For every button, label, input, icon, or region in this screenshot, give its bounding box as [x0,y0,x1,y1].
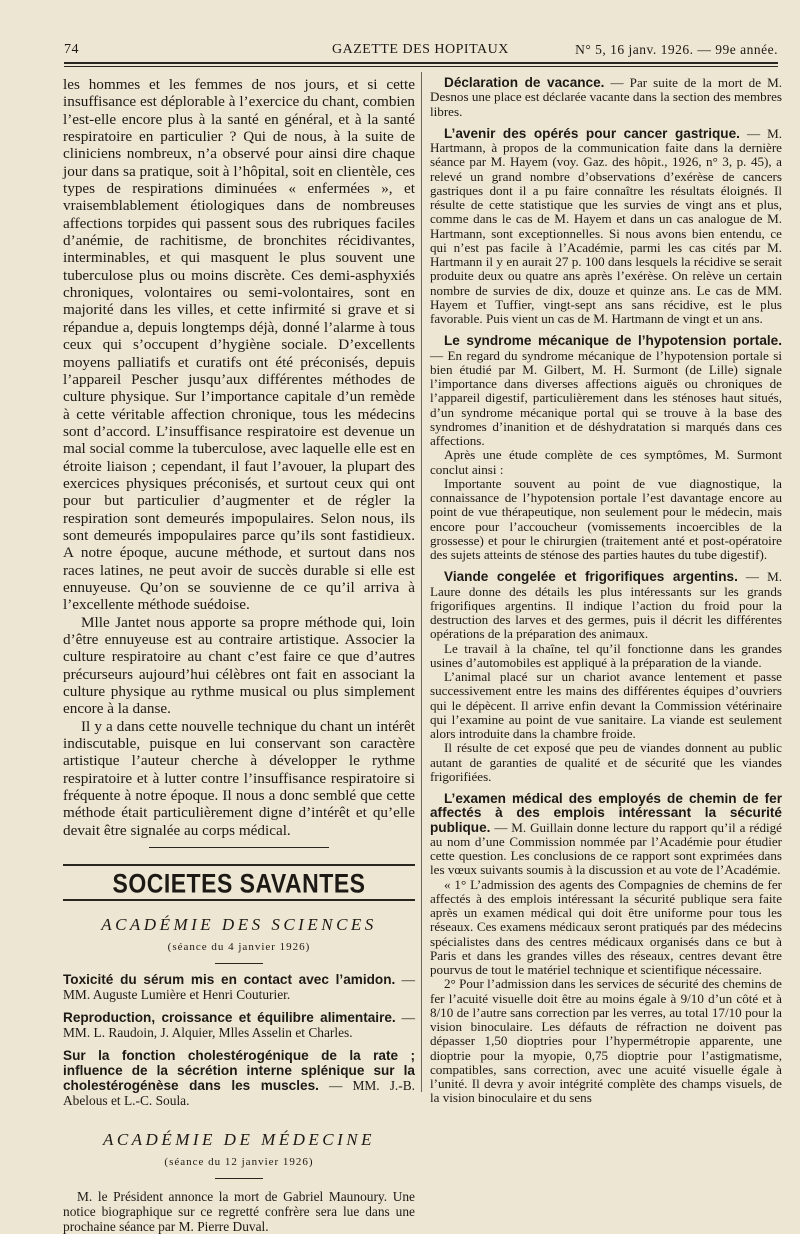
communication-title: Sur la fonction cholestérogénique de la rate ; influence de la sécrétion interne splénique sur la cholestérogénèse dans les muscles. [63,1048,415,1094]
report-paragraph [430,127,782,327]
report-paragraph [430,570,782,641]
report-paragraph: L’animal placé sur un chariot avance lentement et passe successivement entre les mains des différentes équipes d’ouvriers qui le dépècent. Il arrive enfin devant la Commission vétérinaire qui l’examine au point de vue sanitaire. La viande est seulement alors introduite dans la chambre froide. [430,669,782,741]
session-date: (séance du 12 janvier 1926) [164,1156,314,1169]
communication-entry [63,972,415,1002]
report-text: — En regard du syndrome mécanique de l’hypotension portale si bien étudié par M. Gilbert, M. H. Surmont (de Lille) signale l’importance dans diverses affections aiguës ou chroniques de l’appareil digestif, particulièrement dans les sténoses haut situés, d’un syndrome mécanique portal qui se trouve à la base des syndromes d’inanition et de déshydratation si marqués dans ces affections. [430,347,782,448]
article-paragraph: Il y a dans cette nouvelle technique du chant un intérêt indiscutable, puisque en lui conservant son caractère artistique l’auteur cherche à développer le rythme respiratoire et à lutter contre l’insuffisance respiratoire si fréquente à notre époque. Il nous a donc semblé que cette méthode était particulièrement digne d’intérêt et qu’elle devait être signalée au corps médical. [63,717,415,839]
header-rule [64,62,778,64]
report-heading: Viande congelée et frigorifiques argentins. [444,569,738,585]
communication-authors: — MM. J.-B. Abelous et L.-C. Soula. [63,1078,415,1109]
page-number: 74 [64,42,79,57]
report-text: — M. Guillain donne lecture du rapport qu’il a rédigé au nom d’une Commission nommée par l’Académie pour étudier cette question. Les conclusions de ce rapport sont exprimées dans les vœux suivants soumis à la discussion et au vote de l’Académie. [430,819,782,878]
running-header [64,38,778,62]
report-paragraph [430,76,782,119]
separator-rule [215,1178,263,1179]
academy-heading: ACADÉMIE DE MÉDECINE [102,1130,376,1150]
report-heading: Déclaration de vacance. [444,75,605,90]
communication-title: Toxicité du sérum mis en contact avec l’amidon. [63,972,396,988]
article-paragraph: les hommes et les femmes de nos jours, et si cette insuffisance est déplorable à l’exercice du chant, combien l’est-elle encore plus à la santé en général, et à la santé respiratoire en particulier ? Qui de nous, à la suite de cliniciens nombreux, n’a observé pour ainsi dire chaque jour dans sa pratique, soit à l’hôpital, soit en clientèle, ces types de respirations diminuées « enfermées », et vraisemblablement étiologiques dans de nombreuses affections torpides qui passent sous des rubriques faciles d’anémie, de rachitisme, de bronchites récidivantes, interminables, et qui masquent le plus souvent une tuberculose plus ou moins discrète. Ces demi-asphyxiés chroniques, volontaires ou semi-volontaires, sont en majorité dans les villes, et cette infirmité si grave et si répandue a, depuis longtemps déjà, donné l’alarme à tous ceux qui s’occupent d’hygiène sociale. D’excellents moyens palliatifs et curatifs ont été préconisés, depuis l’appareil Pescher jusqu’aux différentes méthodes de culture physique. Sur l’importance capitale d’un remède à cette véritable affection chronique, tous les médecins sont d’accord. L’insuffisance respiratoire est devenue un mal social comme la tuberculose, avec laquelle elle est en étroite liaison ; cependant, il faut l’avouer, la plupart des exercices physiques préconisés, et surtout ceux qui ont pour but particulier d’augmenter et de régler la respiration sont demeurés impopulaires. Selon nous, ils sont demeurés impopulaires parce qu’ils sont fastidieux. A notre époque, aucune méthode, et surtout dans nos races latines, ne peut avoir de succès durable si elle est ennuyeuse. Qu’on se souvienne de ce qu’il arriva à l’excellente méthode suédoise. [63,76,415,614]
report-text: — Par suite de la mort de M. Desnos une place est déclarée vacante dans la section des membres libres. [430,75,782,119]
communication-entry [63,1010,415,1040]
journal-title: GAZETTE DES HOPITAUX [332,42,509,57]
header-rule-thin [64,66,778,67]
report-paragraph [430,792,782,878]
session-date: (séance du 4 janvier 1926) [167,941,311,954]
report-text: — M. Laure donne des détails les plus intéressants sur les grands frigorifiques argentins. Il indique l’action du froid pour la destruction des larves et des germes, puis il décrit les différentes opérations de la préparation des animaux. [430,569,782,642]
report-paragraph: « 1° L’admission des agents des Compagnies de chemins de fer affectés à des emplois intéressant la sécurité publique sera faite après un examen médical qui doit être uniforme pour tous les réseaux. Ces examens médicaux seront pratiqués par des médecins spécialistes dans des centres médicaux organisés dans ce but à Paris et dans les grandes villes des réseaux, centres devant être pourvus de tout le matériel technique et scientifique nécessaire. [430,876,782,977]
report-heading: L’avenir des opérés pour cancer gastrique. [444,125,740,141]
column-divider [421,72,422,1092]
report-paragraph: Après une étude complète de ces symptômes, M. Surmont conclut ainsi : [430,447,782,477]
report-paragraph: Le travail à la chaîne, tel qu’il fonctionne dans les grandes usines d’automobiles est appliqué à la préparation de la viande. [430,640,782,670]
article-paragraph: M. le Président annonce la mort de Gabriel Maunoury. Une notice biographique sur ce regretté confrère sera lue dans une prochaine séance par M. Pierre Duval. [63,1189,415,1234]
communication-title: Reproduction, croissance et équilibre alimentaire. [63,1010,396,1026]
communication-entry [63,1048,415,1108]
separator-rule [149,847,329,848]
report-text: — M. Hartmann, à propos de la communication faite dans la dernière séance par M. Hayem (voy. Gaz. des hôpit., 1926, n° 3, p. 45), a relevé un grand nombre d’observations d’exérèse de cancers gastriques dont il a pu faire connaître les résultats éloignés. Il résulte de cette statistique que les survies de vingt ans et plus, comme dans le cas de M. Hayem et dans un cas analogue de M. Hartmann, sont exceptionnelles. Si nous avons bien entendu, ce qui n’est pas facile à l’Académie, parmi les cas cités par M. Hartmann il y en aurait 27 p. 100 dans lesquels la récidive se serait produite deux ou quatre ans après l’exérèse. On relève un certain nombre de survies de dix, douze et quinze ans. Le cas de MM. Hayem et Tuffier, vingt-sept ans sans récidive, est le plus favorable. Puis vient un cas de M. Hartmann de vingt et un ans. [430,125,782,326]
separator-rule [215,963,263,964]
left-column [63,76,415,1234]
section-title: SOCIETES SAVANTES [112,867,366,899]
report-paragraph: 2° Pour l’admission dans les services de sécurité des chemins de fer l’acuité visuelle doit être au moins égale à 9/10 d’un côté et à 8/10 de l’autre sans correction par les verres, au total 17/10 pour la vision binoculaire. Les défauts de réfraction ne doivent pas dépasser 1,50 dioptries pour l’hypermétropie apparente, une dioptrie pour la myopie, 0,75 dioptrie pour l’astigmatisme, compatibles, sans correction, avec une acuité visuelle égale à l’unité. Il devra y avoir intégrité complète des champs visuels, de la vision binoculaire et du sens [430,976,782,1106]
section-banner [63,864,415,901]
communication-authors: — MM. L. Raudoin, J. Alquier, Mlles Asselin et Charles. [63,1010,415,1041]
report-paragraph: Il résulte de cet exposé que peu de viandes donnent au public autant de garanties de qualité et de sécurité que les viandes frigorifiées. [430,740,782,784]
report-paragraph: Importante souvent au point de vue diagnostique, la connaissance de l’hypotension portale l’est davantage encore au point de vue thérapeutique, non seulement pour le médecin, mais encore pour l’accoucheur (vomissements incoercibles de la grossesse) et pour le chirurgien (traitement anté et post-opératoire des sujets atteints de sténose des parties hautes du tube digestif). [430,475,782,562]
report-heading: L’examen médical des employés de chemin de fer affectés à des emplois intéressant la sécurité publique. [430,791,782,835]
report-paragraph [430,334,782,448]
issue-info: N° 5, 16 janv. 1926. — 99e année. [575,42,778,57]
academy-heading: ACADÉMIE DES SCIENCES [101,915,377,935]
communication-authors: — MM. Auguste Lumière et Henri Couturier. [63,972,415,1003]
article-paragraph: Mlle Jantet nous apporte sa propre méthode qui, loin d’être ennuyeuse est au contraire artistique. Associer la culture respiratoire au chant c’est faire ce que d’autres précurseurs aujourd’hui célèbres ont fait en associant la culture physique au rythme musical ou plus simplement encore à la danse. [63,613,415,718]
right-column [430,76,782,1106]
report-heading: Le syndrome mécanique de l’hypotension portale. [444,333,782,349]
